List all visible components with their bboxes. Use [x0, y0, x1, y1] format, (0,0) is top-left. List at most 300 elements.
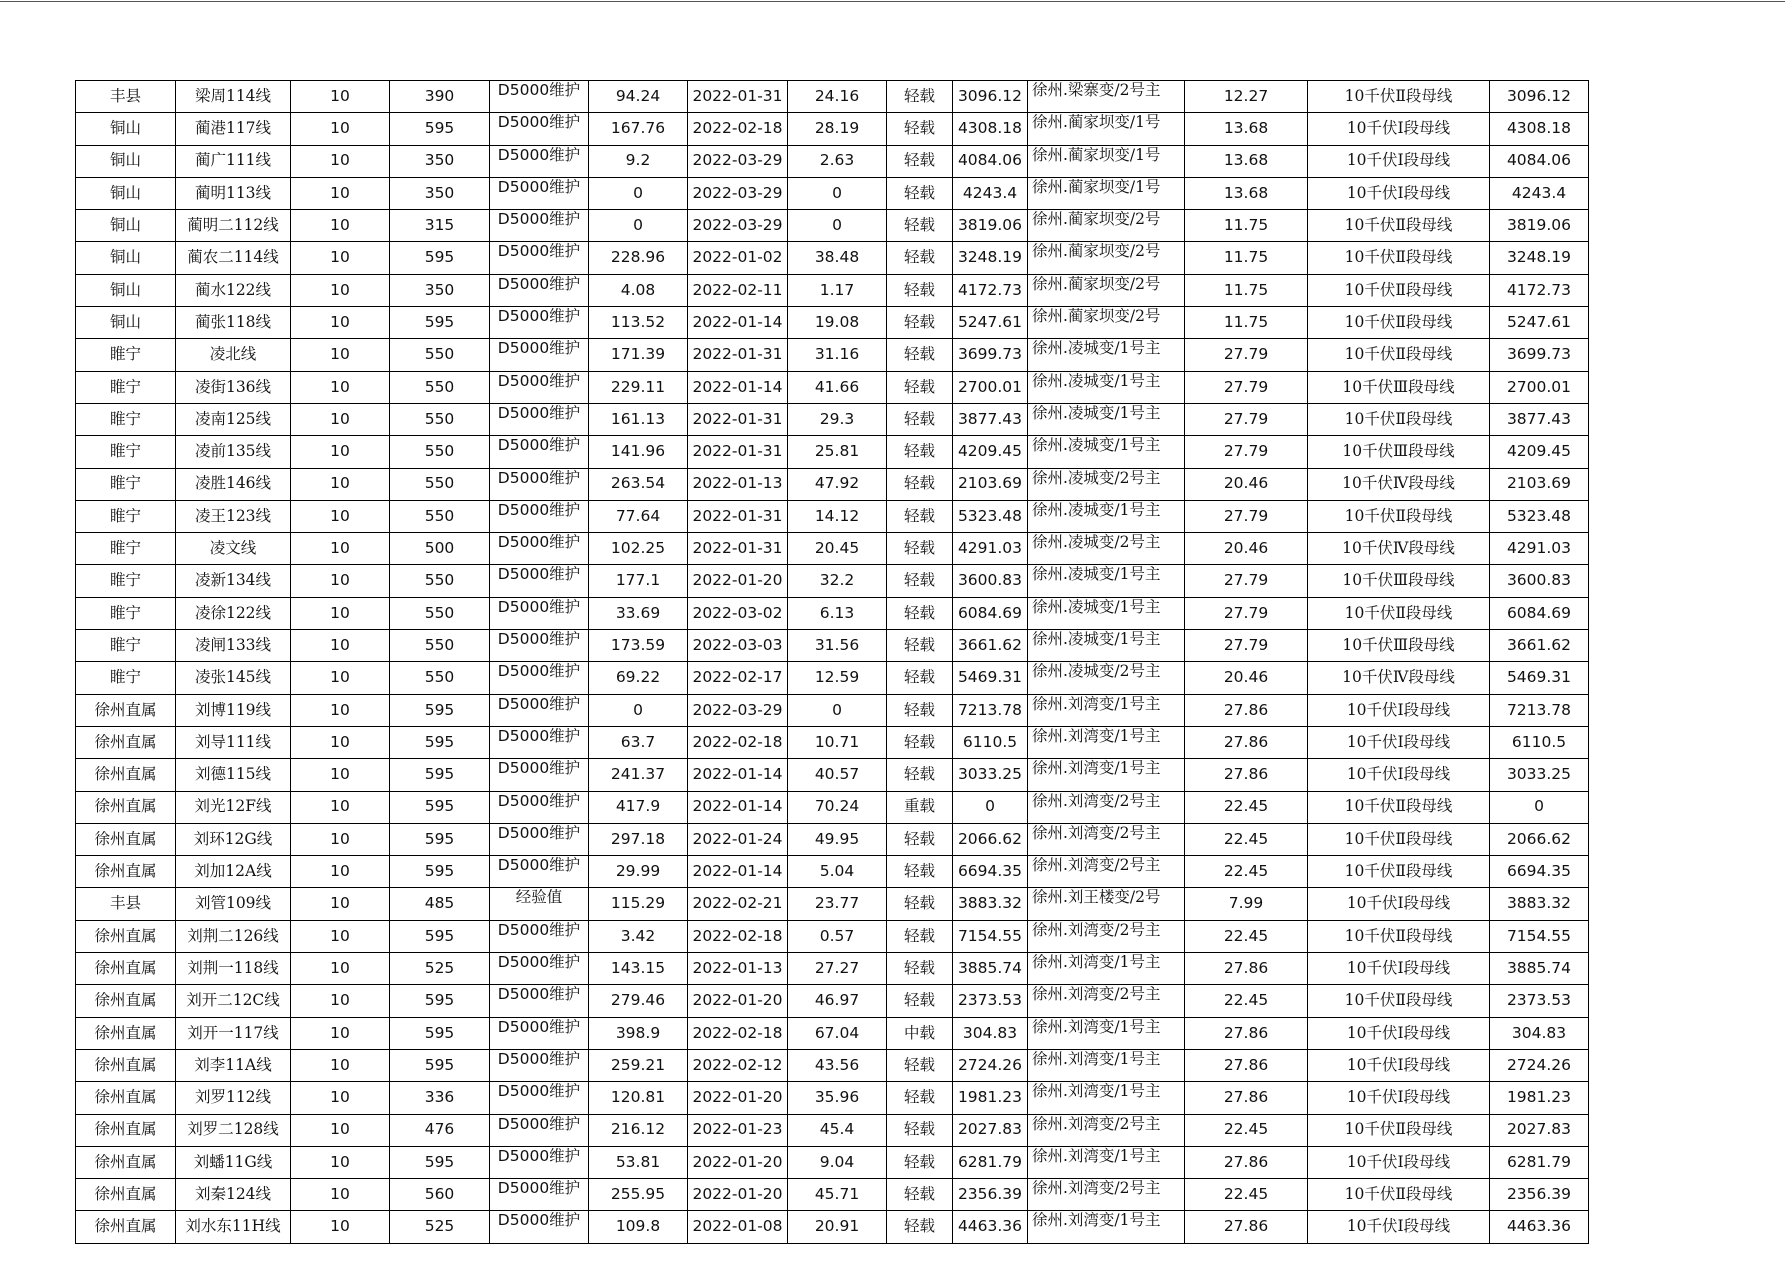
capacity-cell: 595 [390, 985, 490, 1017]
load-rate-cell: 20.45 [788, 533, 887, 565]
table-row [76, 823, 1589, 855]
current-cell: 417.9 [589, 791, 688, 823]
source-cell: D5000维护 [490, 307, 589, 339]
county-cell: 铜山 [76, 177, 176, 209]
load-status-cell: 轻载 [887, 726, 953, 758]
busbar-cell: 10千伏Ⅱ段母线 [1308, 823, 1490, 855]
voltage-cell: 10 [291, 1017, 390, 1049]
county-cell: 徐州直属 [76, 920, 176, 952]
transformer-load-cell: 27.79 [1185, 597, 1308, 629]
load-status-cell: 轻载 [887, 81, 953, 113]
line-name-cell: 凌张145线 [176, 662, 291, 694]
busbar-cell: 10千伏Ⅱ段母线 [1308, 500, 1490, 532]
open-capacity-cell: 2066.62 [1490, 823, 1589, 855]
open-capacity-cell: 3248.19 [1490, 242, 1589, 274]
transformer-load-cell: 27.86 [1185, 1082, 1308, 1114]
table-row [76, 436, 1589, 468]
load-status-cell: 轻载 [887, 662, 953, 694]
busbar-cell: 10千伏Ⅳ段母线 [1308, 662, 1490, 694]
current-cell: 102.25 [589, 533, 688, 565]
load-rate-cell: 10.71 [788, 726, 887, 758]
county-cell: 铜山 [76, 113, 176, 145]
voltage-cell: 10 [291, 242, 390, 274]
busbar-cell: 10千伏Ⅲ段母线 [1308, 436, 1490, 468]
load-rate-cell: 47.92 [788, 468, 887, 500]
source-cell: D5000维护 [490, 436, 589, 468]
county-cell: 睢宁 [76, 533, 176, 565]
voltage-cell: 10 [291, 145, 390, 177]
capacity-cell: 476 [390, 1114, 490, 1146]
load-rate-cell: 38.48 [788, 242, 887, 274]
line-name-cell: 蔺广111线 [176, 145, 291, 177]
county-cell: 铜山 [76, 274, 176, 306]
transformer-load-cell: 27.86 [1185, 953, 1308, 985]
table-row [76, 1146, 1589, 1178]
voltage-cell: 10 [291, 823, 390, 855]
date-cell: 2022-01-20 [688, 1179, 788, 1211]
load-rate-cell: 2.63 [788, 145, 887, 177]
load-rate-cell: 12.59 [788, 662, 887, 694]
substation-cell: 徐州.刘湾变/1号主 [1028, 1017, 1185, 1049]
substation-cell: 徐州.凌城变/2号主 [1028, 533, 1185, 565]
open-capacity-cell: 2103.69 [1490, 468, 1589, 500]
load-rate-cell: 9.04 [788, 1146, 887, 1178]
open-capacity-cell: 1981.23 [1490, 1082, 1589, 1114]
transformer-load-cell: 27.79 [1185, 371, 1308, 403]
line-name-cell: 刘李11A线 [176, 1049, 291, 1081]
line-name-cell: 刘德115线 [176, 759, 291, 791]
source-cell: D5000维护 [490, 630, 589, 662]
table-row [76, 888, 1589, 920]
substation-cell: 徐州.刘湾变/2号主 [1028, 1179, 1185, 1211]
transformer-load-cell: 11.75 [1185, 307, 1308, 339]
table-row [76, 113, 1589, 145]
county-cell: 睢宁 [76, 630, 176, 662]
line-name-cell: 刘荆一118线 [176, 953, 291, 985]
transformer-load-cell: 27.86 [1185, 726, 1308, 758]
open-capacity-cell: 3885.74 [1490, 953, 1589, 985]
load-rate-cell: 43.56 [788, 1049, 887, 1081]
transformer-load-cell: 27.86 [1185, 1049, 1308, 1081]
voltage-cell: 10 [291, 1114, 390, 1146]
capacity-cell: 550 [390, 597, 490, 629]
open-capacity-cell: 2373.53 [1490, 985, 1589, 1017]
county-cell: 睢宁 [76, 339, 176, 371]
table-row [76, 81, 1589, 113]
load-rate-cell: 5.04 [788, 856, 887, 888]
open-capacity-cell: 4209.45 [1490, 436, 1589, 468]
capacity-cell: 550 [390, 403, 490, 435]
source-cell: 经验值 [490, 888, 589, 920]
transformer-load-cell: 11.75 [1185, 274, 1308, 306]
line-name-cell: 蔺港117线 [176, 113, 291, 145]
substation-cell: 徐州.蔺家坝变/2号 [1028, 210, 1185, 242]
source-cell: D5000维护 [490, 1017, 589, 1049]
current-cell: 0 [589, 177, 688, 209]
capacity-cell: 595 [390, 791, 490, 823]
load-rate-cell: 25.81 [788, 436, 887, 468]
line-name-cell: 刘秦124线 [176, 1179, 291, 1211]
load-status-cell: 轻载 [887, 985, 953, 1017]
current-cell: 259.21 [589, 1049, 688, 1081]
line-name-cell: 刘蟠11G线 [176, 1146, 291, 1178]
county-cell: 徐州直属 [76, 953, 176, 985]
date-cell: 2022-01-31 [688, 81, 788, 113]
load-status-cell: 重载 [887, 791, 953, 823]
source-cell: D5000维护 [490, 662, 589, 694]
county-cell: 徐州直属 [76, 694, 176, 726]
capacity-cell: 595 [390, 1146, 490, 1178]
voltage-cell: 10 [291, 1179, 390, 1211]
transformer-load-cell: 22.45 [1185, 920, 1308, 952]
county-cell: 徐州直属 [76, 1211, 176, 1243]
transformer-load-cell: 11.75 [1185, 210, 1308, 242]
current-cell: 171.39 [589, 339, 688, 371]
voltage-cell: 10 [291, 274, 390, 306]
open-capacity-cell: 6084.69 [1490, 597, 1589, 629]
substation-cell: 徐州.蔺家坝变/1号 [1028, 113, 1185, 145]
busbar-cell: 10千伏Ⅰ段母线 [1308, 1049, 1490, 1081]
open-capacity-cell: 4463.36 [1490, 1211, 1589, 1243]
current-cell: 228.96 [589, 242, 688, 274]
table-row [76, 791, 1589, 823]
county-cell: 徐州直属 [76, 985, 176, 1017]
source-cell: D5000维护 [490, 565, 589, 597]
load-status-cell: 轻载 [887, 436, 953, 468]
source-cell: D5000维护 [490, 403, 589, 435]
current-cell: 120.81 [589, 1082, 688, 1114]
substation-cell: 徐州.刘湾变/2号主 [1028, 985, 1185, 1017]
table-row [76, 953, 1589, 985]
line-name-cell: 刘罗二128线 [176, 1114, 291, 1146]
available-capacity-cell: 2356.39 [953, 1179, 1028, 1211]
voltage-cell: 10 [291, 500, 390, 532]
current-cell: 143.15 [589, 953, 688, 985]
load-rate-cell: 45.4 [788, 1114, 887, 1146]
load-status-cell: 轻载 [887, 307, 953, 339]
load-status-cell: 轻载 [887, 1179, 953, 1211]
county-cell: 睢宁 [76, 371, 176, 403]
table-row [76, 274, 1589, 306]
current-cell: 229.11 [589, 371, 688, 403]
load-rate-cell: 1.17 [788, 274, 887, 306]
source-cell: D5000维护 [490, 597, 589, 629]
date-cell: 2022-01-23 [688, 1114, 788, 1146]
open-capacity-cell: 5469.31 [1490, 662, 1589, 694]
line-name-cell: 凌新134线 [176, 565, 291, 597]
county-cell: 徐州直属 [76, 791, 176, 823]
open-capacity-cell: 4308.18 [1490, 113, 1589, 145]
line-name-cell: 刘罗112线 [176, 1082, 291, 1114]
source-cell: D5000维护 [490, 1211, 589, 1243]
load-status-cell: 轻载 [887, 888, 953, 920]
transformer-load-cell: 27.86 [1185, 1017, 1308, 1049]
capacity-cell: 525 [390, 953, 490, 985]
substation-cell: 徐州.刘湾变/2号主 [1028, 920, 1185, 952]
available-capacity-cell: 2027.83 [953, 1114, 1028, 1146]
load-rate-cell: 29.3 [788, 403, 887, 435]
busbar-cell: 10千伏Ⅰ段母线 [1308, 113, 1490, 145]
date-cell: 2022-01-31 [688, 403, 788, 435]
available-capacity-cell: 3699.73 [953, 339, 1028, 371]
current-cell: 77.64 [589, 500, 688, 532]
available-capacity-cell: 4172.73 [953, 274, 1028, 306]
capacity-cell: 350 [390, 274, 490, 306]
transformer-load-cell: 20.46 [1185, 533, 1308, 565]
transformer-load-cell: 27.79 [1185, 565, 1308, 597]
open-capacity-cell: 2724.26 [1490, 1049, 1589, 1081]
date-cell: 2022-01-24 [688, 823, 788, 855]
capacity-cell: 336 [390, 1082, 490, 1114]
date-cell: 2022-02-18 [688, 1017, 788, 1049]
load-status-cell: 轻载 [887, 694, 953, 726]
date-cell: 2022-01-31 [688, 500, 788, 532]
county-cell: 睢宁 [76, 500, 176, 532]
available-capacity-cell: 2066.62 [953, 823, 1028, 855]
open-capacity-cell: 3600.83 [1490, 565, 1589, 597]
load-rate-cell: 41.66 [788, 371, 887, 403]
county-cell: 铜山 [76, 145, 176, 177]
open-capacity-cell: 6281.79 [1490, 1146, 1589, 1178]
open-capacity-cell: 3661.62 [1490, 630, 1589, 662]
substation-cell: 徐州.凌城变/1号主 [1028, 500, 1185, 532]
substation-cell: 徐州.刘湾变/1号主 [1028, 953, 1185, 985]
substation-cell: 徐州.刘湾变/2号主 [1028, 1114, 1185, 1146]
load-status-cell: 轻载 [887, 533, 953, 565]
date-cell: 2022-02-12 [688, 1049, 788, 1081]
open-capacity-cell: 4291.03 [1490, 533, 1589, 565]
substation-cell: 徐州.刘湾变/1号主 [1028, 1211, 1185, 1243]
transformer-load-cell: 12.27 [1185, 81, 1308, 113]
substation-cell: 徐州.刘王楼变/2号 [1028, 888, 1185, 920]
available-capacity-cell: 6110.5 [953, 726, 1028, 758]
date-cell: 2022-01-14 [688, 307, 788, 339]
capacity-cell: 350 [390, 145, 490, 177]
open-capacity-cell: 304.83 [1490, 1017, 1589, 1049]
source-cell: D5000维护 [490, 694, 589, 726]
open-capacity-cell: 3699.73 [1490, 339, 1589, 371]
source-cell: D5000维护 [490, 1049, 589, 1081]
line-name-cell: 刘开二12C线 [176, 985, 291, 1017]
busbar-cell: 10千伏Ⅲ段母线 [1308, 565, 1490, 597]
busbar-cell: 10千伏Ⅱ段母线 [1308, 856, 1490, 888]
available-capacity-cell: 6694.35 [953, 856, 1028, 888]
busbar-cell: 10千伏Ⅰ段母线 [1308, 726, 1490, 758]
available-capacity-cell: 1981.23 [953, 1082, 1028, 1114]
available-capacity-cell: 5247.61 [953, 307, 1028, 339]
line-name-cell: 凌王123线 [176, 500, 291, 532]
line-name-cell: 刘导111线 [176, 726, 291, 758]
current-cell: 297.18 [589, 823, 688, 855]
open-capacity-cell: 5247.61 [1490, 307, 1589, 339]
capacity-cell: 550 [390, 662, 490, 694]
voltage-cell: 10 [291, 662, 390, 694]
load-status-cell: 轻载 [887, 177, 953, 209]
current-cell: 263.54 [589, 468, 688, 500]
date-cell: 2022-01-20 [688, 1146, 788, 1178]
load-rate-cell: 0 [788, 694, 887, 726]
capacity-cell: 485 [390, 888, 490, 920]
line-name-cell: 凌街136线 [176, 371, 291, 403]
capacity-cell: 315 [390, 210, 490, 242]
voltage-cell: 10 [291, 533, 390, 565]
busbar-cell: 10千伏Ⅱ段母线 [1308, 210, 1490, 242]
substation-cell: 徐州.蔺家坝变/1号 [1028, 177, 1185, 209]
load-status-cell: 轻载 [887, 145, 953, 177]
source-cell: D5000维护 [490, 1146, 589, 1178]
capacity-cell: 390 [390, 81, 490, 113]
open-capacity-cell: 6694.35 [1490, 856, 1589, 888]
date-cell: 2022-01-20 [688, 565, 788, 597]
voltage-cell: 10 [291, 1146, 390, 1178]
top-rule [0, 1, 1785, 2]
capacity-cell: 595 [390, 920, 490, 952]
available-capacity-cell: 7154.55 [953, 920, 1028, 952]
county-cell: 徐州直属 [76, 759, 176, 791]
date-cell: 2022-01-14 [688, 791, 788, 823]
load-status-cell: 轻载 [887, 274, 953, 306]
open-capacity-cell: 4172.73 [1490, 274, 1589, 306]
transformer-load-cell: 22.45 [1185, 823, 1308, 855]
current-cell: 167.76 [589, 113, 688, 145]
open-capacity-cell: 3819.06 [1490, 210, 1589, 242]
line-name-cell: 刘管109线 [176, 888, 291, 920]
open-capacity-cell: 2027.83 [1490, 1114, 1589, 1146]
transformer-load-cell: 13.68 [1185, 113, 1308, 145]
available-capacity-cell: 4209.45 [953, 436, 1028, 468]
source-cell: D5000维护 [490, 500, 589, 532]
transformer-load-cell: 13.68 [1185, 177, 1308, 209]
date-cell: 2022-01-20 [688, 985, 788, 1017]
substation-cell: 徐州.凌城变/1号主 [1028, 597, 1185, 629]
busbar-cell: 10千伏Ⅳ段母线 [1308, 468, 1490, 500]
transformer-load-cell: 27.79 [1185, 403, 1308, 435]
date-cell: 2022-01-14 [688, 759, 788, 791]
substation-cell: 徐州.刘湾变/2号主 [1028, 791, 1185, 823]
load-rate-cell: 0.57 [788, 920, 887, 952]
county-cell: 徐州直属 [76, 1017, 176, 1049]
date-cell: 2022-01-08 [688, 1211, 788, 1243]
busbar-cell: 10千伏Ⅱ段母线 [1308, 81, 1490, 113]
voltage-cell: 10 [291, 726, 390, 758]
busbar-cell: 10千伏Ⅰ段母线 [1308, 759, 1490, 791]
county-cell: 徐州直属 [76, 823, 176, 855]
capacity-cell: 595 [390, 759, 490, 791]
voltage-cell: 10 [291, 856, 390, 888]
load-status-cell: 轻载 [887, 403, 953, 435]
load-status-cell: 轻载 [887, 597, 953, 629]
date-cell: 2022-01-31 [688, 533, 788, 565]
available-capacity-cell: 3096.12 [953, 81, 1028, 113]
current-cell: 109.8 [589, 1211, 688, 1243]
current-cell: 0 [589, 694, 688, 726]
source-cell: D5000维护 [490, 726, 589, 758]
substation-cell: 徐州.刘湾变/2号主 [1028, 856, 1185, 888]
capacity-cell: 550 [390, 565, 490, 597]
load-rate-cell: 14.12 [788, 500, 887, 532]
table-row [76, 307, 1589, 339]
busbar-cell: 10千伏Ⅱ段母线 [1308, 274, 1490, 306]
voltage-cell: 10 [291, 630, 390, 662]
available-capacity-cell: 4243.4 [953, 177, 1028, 209]
current-cell: 115.29 [589, 888, 688, 920]
current-cell: 255.95 [589, 1179, 688, 1211]
source-cell: D5000维护 [490, 1082, 589, 1114]
load-rate-cell: 67.04 [788, 1017, 887, 1049]
county-cell: 睢宁 [76, 597, 176, 629]
busbar-cell: 10千伏Ⅰ段母线 [1308, 145, 1490, 177]
line-name-cell: 刘水东11H线 [176, 1211, 291, 1243]
current-cell: 173.59 [589, 630, 688, 662]
transformer-load-cell: 22.45 [1185, 985, 1308, 1017]
voltage-cell: 10 [291, 339, 390, 371]
table-row [76, 1211, 1589, 1243]
table-row [76, 177, 1589, 209]
available-capacity-cell: 3883.32 [953, 888, 1028, 920]
capacity-cell: 595 [390, 823, 490, 855]
transformer-load-cell: 13.68 [1185, 145, 1308, 177]
table-row [76, 145, 1589, 177]
load-status-cell: 轻载 [887, 113, 953, 145]
table-row [76, 468, 1589, 500]
voltage-cell: 10 [291, 307, 390, 339]
transformer-load-cell: 11.75 [1185, 242, 1308, 274]
table-row [76, 1082, 1589, 1114]
open-capacity-cell: 3096.12 [1490, 81, 1589, 113]
current-cell: 0 [589, 210, 688, 242]
county-cell: 睢宁 [76, 565, 176, 597]
table-row [76, 662, 1589, 694]
available-capacity-cell: 0 [953, 791, 1028, 823]
table-row [76, 1049, 1589, 1081]
line-name-cell: 刘光12F线 [176, 791, 291, 823]
date-cell: 2022-03-29 [688, 210, 788, 242]
line-name-cell: 刘荆二126线 [176, 920, 291, 952]
county-cell: 徐州直属 [76, 856, 176, 888]
current-cell: 141.96 [589, 436, 688, 468]
load-rate-cell: 19.08 [788, 307, 887, 339]
table-row [76, 210, 1589, 242]
voltage-cell: 10 [291, 371, 390, 403]
date-cell: 2022-03-29 [688, 177, 788, 209]
line-name-cell: 刘博119线 [176, 694, 291, 726]
capacity-cell: 595 [390, 856, 490, 888]
line-name-cell: 刘环12G线 [176, 823, 291, 855]
source-cell: D5000维护 [490, 823, 589, 855]
available-capacity-cell: 6084.69 [953, 597, 1028, 629]
date-cell: 2022-01-13 [688, 953, 788, 985]
capacity-cell: 595 [390, 694, 490, 726]
open-capacity-cell: 7213.78 [1490, 694, 1589, 726]
transformer-load-cell: 22.45 [1185, 1179, 1308, 1211]
substation-cell: 徐州.凌城变/1号主 [1028, 403, 1185, 435]
county-cell: 徐州直属 [76, 1179, 176, 1211]
load-rate-cell: 46.97 [788, 985, 887, 1017]
substation-cell: 徐州.刘湾变/1号主 [1028, 726, 1185, 758]
line-name-cell: 凌徐122线 [176, 597, 291, 629]
table-row [76, 759, 1589, 791]
source-cell: D5000维护 [490, 81, 589, 113]
busbar-cell: 10千伏Ⅱ段母线 [1308, 1179, 1490, 1211]
capacity-cell: 595 [390, 307, 490, 339]
load-status-cell: 轻载 [887, 1114, 953, 1146]
load-status-cell: 轻载 [887, 920, 953, 952]
load-rate-cell: 24.16 [788, 81, 887, 113]
busbar-cell: 10千伏Ⅱ段母线 [1308, 985, 1490, 1017]
transformer-load-cell: 27.86 [1185, 759, 1308, 791]
county-cell: 铜山 [76, 307, 176, 339]
available-capacity-cell: 3877.43 [953, 403, 1028, 435]
